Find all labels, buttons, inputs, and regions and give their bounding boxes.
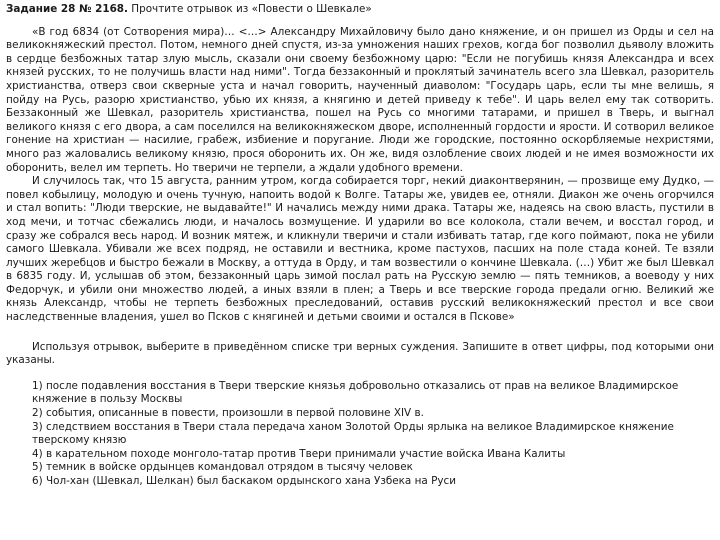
source-passage — [6, 26, 714, 325]
passage-paragraph: «В год 6834 (от Сотворения мира)… <…> Александру Михайловичу было дано княжение, и он пришел из Орды и сел на великокняжеский престол. Потом, немного дней спустя, из-за умножения наших грехов, когда бог позволил дьяволу вложить в сердце безбожных татар злую мысль, сказали они своему безбожному царю: "Если не погубишь князя Александра и всех князей русских, то не получишь власти над ними". Тогда беззаконный и проклятый зачинатель всего зла Шевкал, разоритель христианства, отверз свои скверные уста и начал говорить, наученный диаволом: "Государь царь, если ты мне велишь, я пойду на Русь, разорю христианство, убью их князя, а княгиню и детей приведу к тебе". И царь велел ему так сотворить. Беззаконный же Шевкал, разоритель христианства, пошел на Русь со многими татарами, и пришел в Тверь, и выгнал великого князя с его двора, а сам поселился на великокняжеском дворе, исполненный гордости и ярости. И сотворил великое гонение на христиан — насилие, грабеж, избиение и поругание. Люди же городские, постоянно оскорбляемые нехристями, много раз жаловались великому князю, прося оборонить их. Он же, видя озлобление своих людей и не имея возможности их оборонить, велел им терпеть. Но тверичи не терпели, а ждали удобного времени. — [6, 25, 714, 174]
passage-paragraph: И случилось так, что 15 августа, ранним утром, когда собирается торг, некий диаконтверянин, — прозвище ему Дудко, — повел кобылицу, молодую и очень тучную, напоить водой к Волге. Татары же, увидев ее, отняли. Диакон же очень огорчился и стал вопить: "Люди тверские, не выдавайте!" И начались между ними драка. Татары же, надеясь на свою власть, пустили в ход мечи, и тотчас сбежались люди, и началось возмущение. И ударили во все колокола, стали вечем, и восстал город, и сразу же собрался весь народ. И возник мятеж, и кликнули тверичи и стали избивать татар, где кого поймают, пока не убили самого Шевкала. Убивали же всех подряд, не оставили и вестника, кроме пастухов, пасших на поле стада коней. Те взяли лучших жеребцов и быстро бежали в Москву, а оттуда в Орду, и там возвестили о кончине Шевкала. (…) Убит же был Шевкал в 6835 году. И, услышав об этом, беззаконный царь зимой послал рать на Русскую землю — пять темников, а воеводу у них Федорчук, и убили они множество людей, а иных взяли в плен; а Тверь и все тверские города предали огню. Великий же князь Александр, чтобы не терпеть безбожных преследований, оставив русский великокняжеский престол и все свои наследственные владения, ушел во Псков с княгиней и детьми своими и остался в Пскове» — [6, 175, 714, 324]
answer-option: 1) после подавления восстания в Твери тверские князья добровольно отказались от прав на великое Владимирское княжение в пользу Москвы — [32, 379, 679, 406]
task-number: Задание 28 № 2168. — [6, 3, 128, 15]
answer-option: 6) Чол-хан (Шевкал, Шелкан) был баскаком ордынского хана Узбека на Руси — [32, 475, 456, 487]
answer-option: 5) темник в войске ордынцев командовал отрядом в тысячу человек — [32, 461, 413, 474]
answer-options-list — [6, 380, 714, 489]
answer-option: 4) в карательном походе монголо-татар против Твери принимали участие войска Ивана Калиты — [32, 447, 566, 460]
task-header — [6, 3, 714, 17]
task-instruction: Прочтите отрывок из «Повести о Шевкале» — [127, 3, 372, 15]
answer-option: 3) следствием восстания в Твери стала передача ханом Золотой Орды ярлыка на великое Владимирское княжение тверскому князю — [32, 420, 674, 447]
answer-option: 2) события, описанные в повести, произошли в первой половине XIV в. — [32, 407, 424, 420]
question-text: Используя отрывок, выберите в приведённом списке три верных суждения. Запишите в ответ цифры, под которыми они указаны. — [6, 340, 714, 367]
